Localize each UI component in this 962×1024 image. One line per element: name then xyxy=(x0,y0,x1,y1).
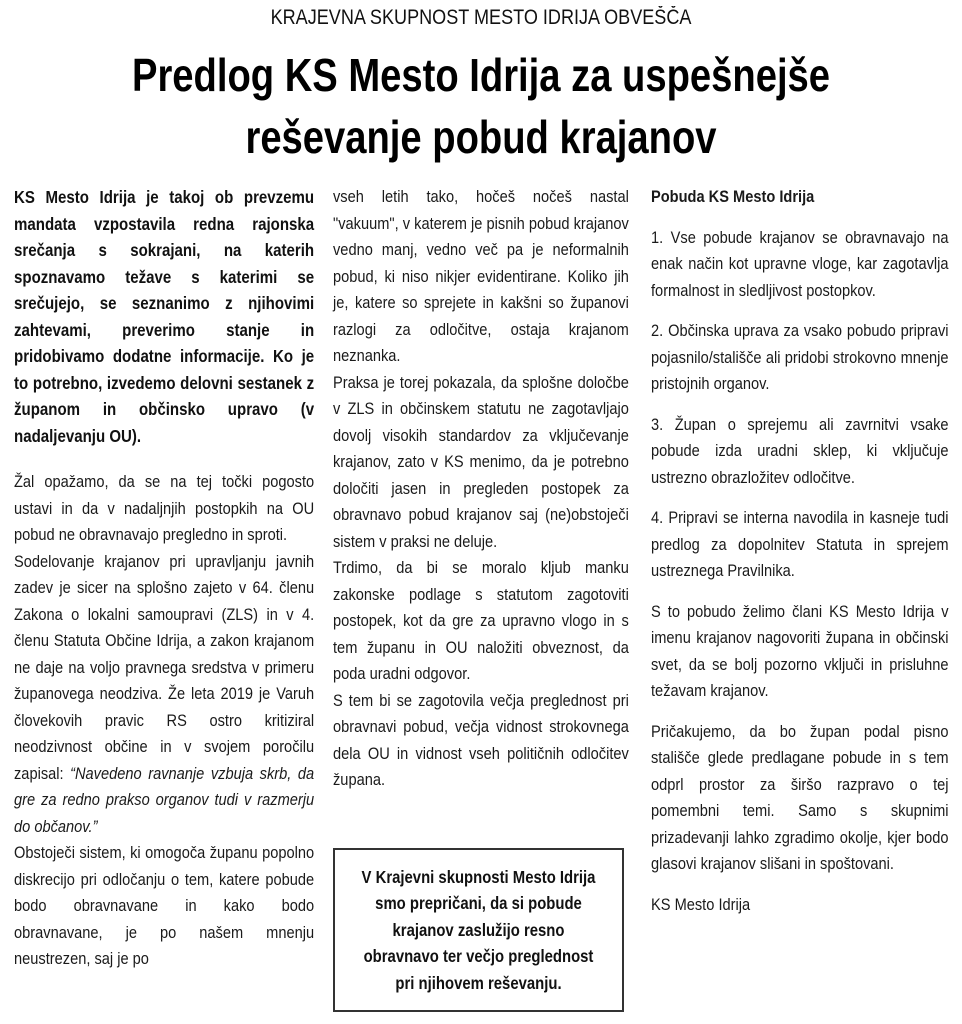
signature: KS Mesto Idrija xyxy=(651,894,751,914)
body-paragraph: Praksa je torej pokazala, da splošne določbe v ZLS in občinskem statutu ne zagotavljajo dovolj visokih standardov za vključevanje krajanov, zato v KS menimo, da je potrebno določiti jasen in pregleden postopek za obravnavo pobud krajanov saj (ne)obstoječi sistem v praksi ne deluje. xyxy=(333,372,629,551)
article-title-line-1: Predlog KS Mesto Idrija za uspešnejše xyxy=(131,49,831,101)
body-paragraph: S tem bi se zagotovila večja preglednost pri obravnavi pobud, večja vidnost strokovnega dela OU in vidnost vseh političnih odločitev župana. xyxy=(333,690,629,789)
article-column-3 xyxy=(651,184,949,918)
article-column-1 xyxy=(14,184,314,973)
proposal-item: 2. Občinska uprava za vsako pobudo pripravi pojasnilo/stališče ali pridobi strokovno mnenje pristojnih organov. xyxy=(651,321,949,393)
section-kicker: KRAJEVNA SKUPNOST MESTO IDRIJA OBVEŠČA xyxy=(270,6,692,29)
proposal-item: 4. Pripravi se interna navodila in kasneje tudi predlog za dopolnitev Statuta in sprejem ustreznega Pravilnika. xyxy=(651,508,949,580)
body-paragraph: Pričakujemo, da bo župan podal pisno stališče glede predlagane pobude in s tem odprl prostor za širšo razpravo o tej pomembni temi. Samo s skupnimi prizadevanji lahko zgradimo okolje, kjer bodo glasovi krajanov slišani in spoštovani. xyxy=(651,721,949,873)
body-paragraph: Žal opažamo, da se na tej točki pogosto ustavi in da v nadaljnjih postopkih na OU pobud ne obravnavajo pregledno in sproti. xyxy=(14,472,315,544)
body-paragraph xyxy=(14,549,314,841)
callout-text: V Krajevni skupnosti Mesto Idrija smo prepričani, da si pobude krajanov zaslužijo resno obravnavo ter večjo preglednost pri njihovem reševanju. xyxy=(361,866,596,993)
ombudsman-quote: “Navedeno ravnanje vzbuja skrb, da gre za redno prakso organov tudi v razmerju do občanov.” xyxy=(14,763,315,836)
body-paragraph: Obstoječi sistem, ki omogoča županu popolno diskrecijo pri odločanju o tem, katere pobude bodo obravnavane in kako bodo obravnavane, je po našem mnenju neustrezen, saj je po xyxy=(14,843,315,968)
body-paragraph: Trdimo, da bi se moralo kljub manku zakonske podlage s statutom zagotoviti postopek, kot da gre za upravno vlogo in s tem županu in OU naložiti obveznost, da poda uradni odgovor. xyxy=(333,558,629,683)
article-column-2 xyxy=(333,184,629,794)
proposal-item: 3. Župan o sprejemu ali zavrnitvi vsake pobude izda uradni sklep, ki vključuje ustrezno obrazložitev odločitve. xyxy=(651,414,949,487)
body-paragraph: vseh letih tako, hočeš nočeš nastal "vakuum", v katerem je pisnih pobud krajanov vedno manj, vedno več pa je neformalnih pobud, ki niso nikjer evidentirane. Koliko jih je, katere so sprejete in kakšni so županovi razlogi za odločitve, ostaja krajanom neznanka. xyxy=(333,187,629,365)
proposal-heading: Pobuda KS Mesto Idrija xyxy=(651,187,815,206)
callout-box xyxy=(333,848,624,1012)
article-title-line-2: reševanje pobud krajanov xyxy=(245,111,717,163)
body-paragraph: S to pobudo želimo člani KS Mesto Idrija v imenu krajanov nagovoriti župana in občinski svet, da se bolj pozorno vključi in prisluhne težavam krajanov. xyxy=(651,601,949,700)
proposal-item: 1. Vse pobude krajanov se obravnavajo na enak način kot upravne vloge, kar zagotavlja formalnost in sledljivost postopkov. xyxy=(651,227,949,300)
body-text: Sodelovanje krajanov pri upravljanju javnih zadev je sicer na splošno zajeto v 64. členu Zakona o lokalni samoupravi (ZLS) in v 4. členu Statuta Občine Idrija, a zakon krajanom ne daje na voljo pravnega sredstva v primeru županovega neodziva. Že leta 2019 je Varuh človekovih pravic RS ostro kritiziral neodzivnost občine in v svojem poročilu zapisal: xyxy=(14,551,315,783)
article-title xyxy=(82,44,880,168)
lead-paragraph: KS Mesto Idrija je takoj ob prevzemu mandata vzpostavila redna rajonska srečanja s sokrajani, na katerih spoznavamo težave s katerimi se srečujejo, se seznanimo z njihovimi zahtevami, preverimo stanje in pridobivamo dodatne informacije. Ko je to potrebno, izvedemo delovni sestanek z županom in občinsko upravo (v nadaljevanju OU). xyxy=(14,187,315,446)
